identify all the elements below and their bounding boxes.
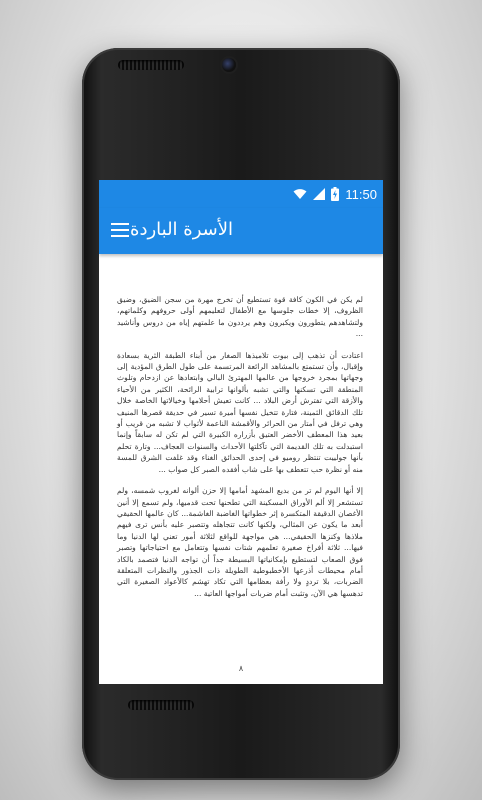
status-time: 11:50	[345, 186, 377, 202]
earpiece-speaker	[118, 60, 184, 70]
status-bar	[99, 180, 383, 208]
battery-charging-icon	[331, 187, 339, 201]
book-page-content	[117, 294, 363, 609]
menu-icon[interactable]	[111, 223, 129, 237]
paragraph: لم يكن في الكون كافة قوة تستطيع أن تخرج مهرة من سجن الضيق، وضيق الظروف، إلا خطات جلوسها مع الأطفال لتعليمهم أولى حروفهم وكلماتهم، ولتشاهدهم يتطورون ويكبرون وهم يرددون ما علمتهم إياه من دروس وأناشيد ...	[117, 295, 363, 339]
app-bar	[99, 208, 383, 254]
status-icons	[293, 185, 377, 203]
phone-screen	[99, 180, 383, 684]
app-title: الأسرة الباردة	[130, 219, 233, 240]
wifi-icon	[293, 188, 307, 200]
page-number: ٨	[238, 664, 244, 673]
bottom-speaker	[128, 700, 194, 710]
signal-icon	[313, 188, 325, 200]
paragraph: إلا أنها اليوم لم تر من بديع المشهد أمامها إلا حزن ألوانه لغروب شمسه، ولم تستشعر إلا ألم الأوراق المسكينة التي تطحنها تحت قدميها، ولم تسمع إلا أنين الأغصان الدقيقة المتكسرة إثر خطواتها الغاضبة الغاشمة... كان عالمها الحقيقي أبعد ما يكون عن المثالي، ولكنها كانت تتجاهله وتتصبر عليه بأنس ترى فيهم ملاذها وكنزها الحقيقي... هي مواجهة للواقع لثلاثة أمور تعني لها الدنيا وما فيها... ثلاثة أفراخ صغيرة تعلمهم شتات نفسها وتتعامل مع احتياجاتها وتصبر فوق الصعاب لتستطيع بإمكانياتها البسيطة جداً أن تواجه الدنيا فتصمد بالكاد أمام محيطات أذرعها الأخطبوطية الطويلة ذات الجذور والنظرات المتعلقة الضربات، بلا ترددٍ ولا رأفة بعظامها التي تكاد تهشم كالأعواد الصغيرة التي تدهسها هي الآن، وتثبت أمام ضربات أمواجها العاتية ...	[117, 486, 363, 598]
paragraph: اعتادت أن تذهب إلى بيوت تلاميذها الصغار من أبناء الطبقة الثرية بسعادة وإقبال، وأن تستمتع بالمشاهد الرائعة المرتسمة على طول الطرق المؤدية إلى وجهاتها بمجرد خروجها من عالمها المهترئ البالي وابتعادها عن ازدحام وتلوث المنطقة التي تسكنها والتي تشبه بألوانها ترابية الرائحة، الكثير من الأحياء والأزقة التي تفترش أرض البلاد ... كانت تعيش أحلامها وخيالاتها الخاصة خلال تلك الدقائق الثمينة، فتارة تتخيل نفسها أميرة تسير في حديقة قصرها المنيف وهي ترفل في أمتار من الحرائر والأقمشة الناعمة لأثواب لا تشبه من قريب أو بعيد هذا المعطف الأخضر العتيق بأزراره الكبيرة التي لم تكن له سابقاً وإنما استبدلت به تلك القديمة التي تآكلتها الأحداث والسنوات العجاف... وتارة تحلم بأنها جولييت تنتظر روميو في إحدى الحدائق الغناء وقد غلفت الشرق للمسة منه أو نظرة حب تتعطف بها على شاب أفقده الصبر كل صواب ...	[117, 350, 363, 474]
front-camera	[222, 58, 236, 72]
